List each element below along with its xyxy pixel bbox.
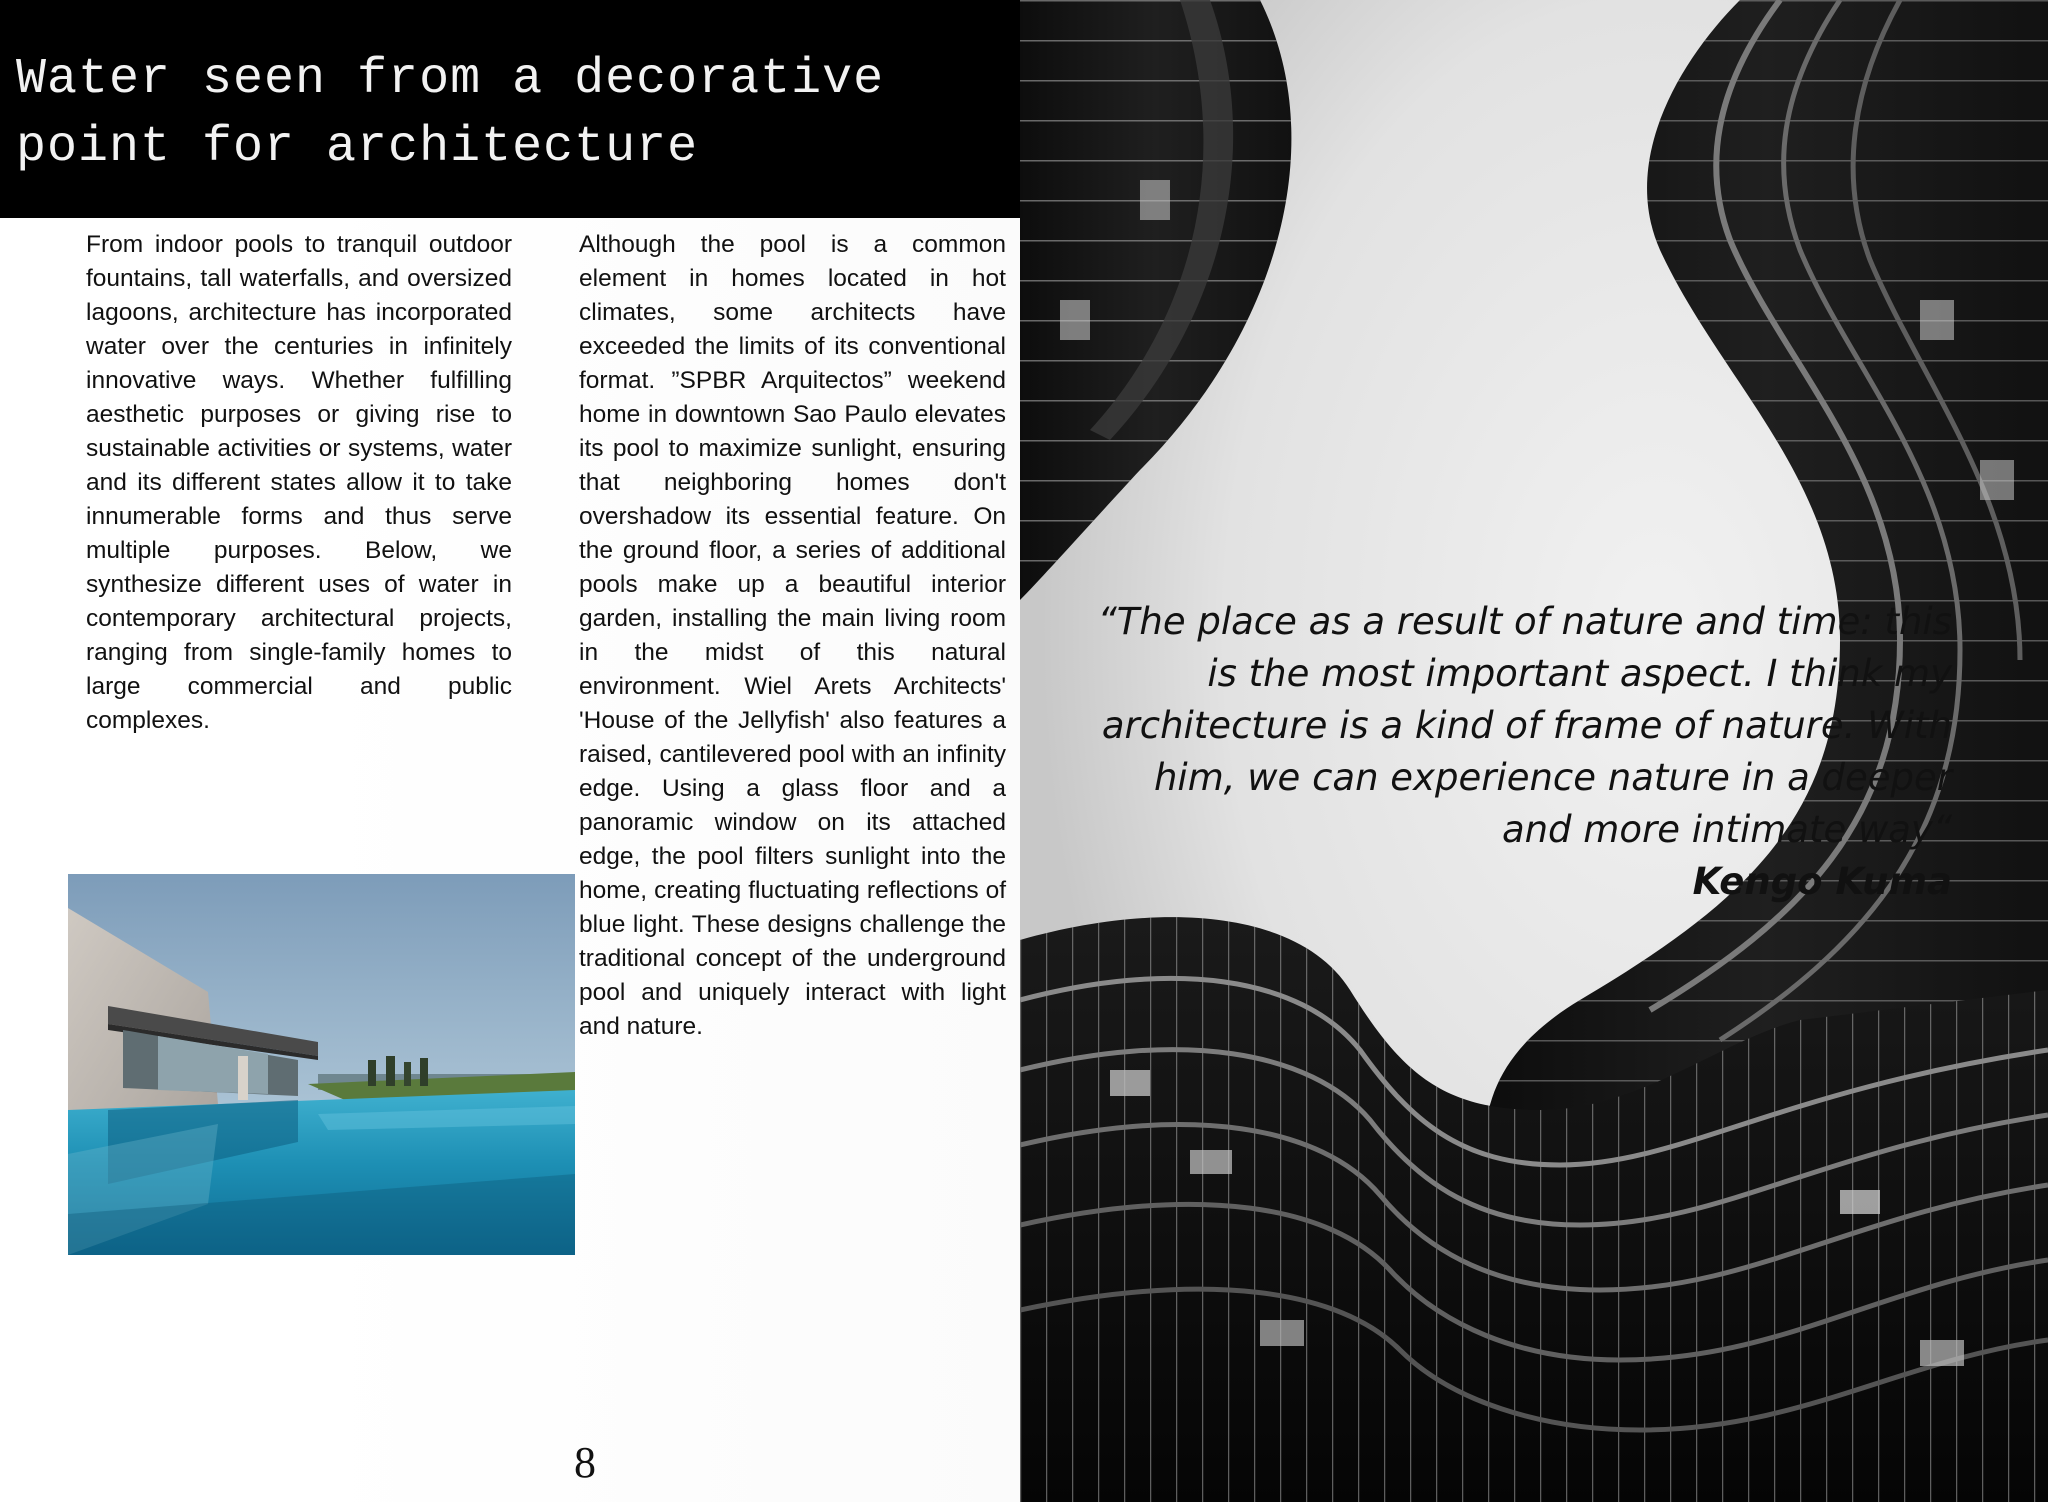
right-page bbox=[1020, 0, 2048, 1502]
page-number: 8 bbox=[574, 1438, 596, 1487]
quote-author: Kengo Kuma bbox=[1692, 860, 1952, 903]
infinity-pool-photo bbox=[68, 874, 575, 1255]
pull-quote bbox=[1080, 596, 1952, 908]
quote-text: “The place as a result of nature and time: this is the most important aspect. I think my architecture is a kind of frame of nature. With him, we can experience nature in a deeper and more intimate way“ bbox=[1097, 600, 1952, 851]
body-column-2: Although the pool is a common element in homes located in hot climates, some architects have exceeded the limits of its conventional format. ”SPBR Arquitectos” weekend home in downtown Sao Paulo elevates its pool to maximize sunlight, ensuring that neighboring homes don't overshadow its essential feature. On the ground floor, a series of additional pools make up a beautiful interior garden, installing the main living room in the midst of this natural environment. Wiel Arets Architects' 'House of the Jellyfish' also features a raised, cantilevered pool with an infinity edge. Using a glass floor and a panoramic window on its attached edge, the pool filters sunlight into the home, creating fluctuating reflections of blue light. These designs challenge the traditional concept of the underground pool and uniquely interact with light and nature. bbox=[579, 231, 1006, 1040]
body-column-1: From indoor pools to tranquil outdoor fountains, tall waterfalls, and oversized lagoons, architecture has incorporated water over the centuries in infinitely innovative ways. Whether fulfilling aesthetic purposes or giving rise to sustainable activities or systems, water and its different states allow it to take innumerable forms and thus serve multiple purposes. Below, we synthesize different uses of water in contemporary architectural projects, ranging from single-family homes to large commercial and public complexes. bbox=[86, 231, 512, 734]
article-title: Water seen from a decorative point for architecture bbox=[16, 51, 885, 176]
left-page bbox=[0, 0, 1020, 1502]
title-bar bbox=[0, 0, 1020, 218]
